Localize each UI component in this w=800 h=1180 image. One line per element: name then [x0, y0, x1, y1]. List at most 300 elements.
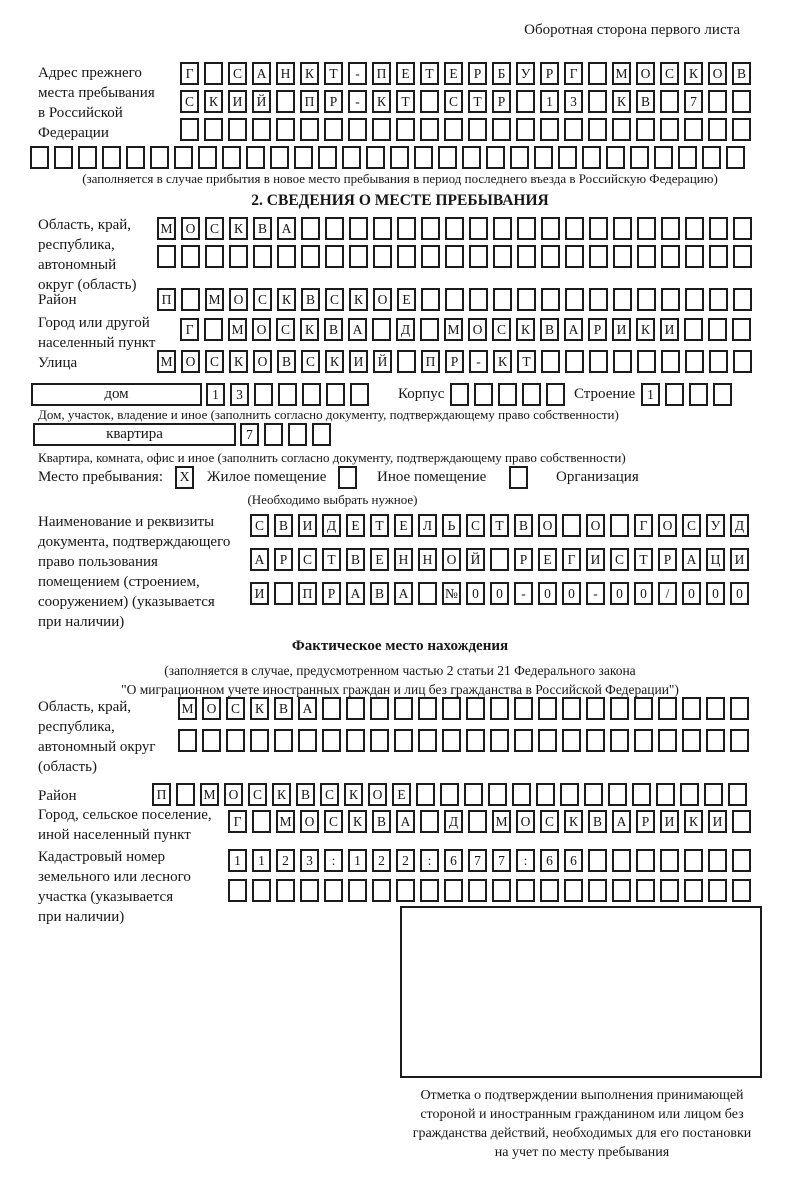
form-cell[interactable] — [276, 90, 295, 113]
form-cell[interactable]: С — [228, 62, 247, 85]
form-cell[interactable] — [610, 729, 629, 752]
form-cell[interactable] — [445, 245, 464, 268]
form-cell[interactable] — [418, 697, 437, 720]
form-cell[interactable]: С — [205, 217, 224, 240]
mesto-checkbox-organizaciya[interactable] — [509, 466, 528, 489]
form-cell[interactable]: Д — [730, 514, 749, 537]
form-cell[interactable]: К — [636, 318, 655, 341]
form-cell[interactable]: Л — [418, 514, 437, 537]
form-cell[interactable] — [732, 118, 751, 141]
form-cell[interactable]: В — [274, 514, 293, 537]
form-cell[interactable]: Е — [538, 548, 557, 571]
form-cell[interactable]: Ь — [442, 514, 461, 537]
form-cell[interactable]: Р — [540, 62, 559, 85]
form-cell[interactable] — [270, 146, 289, 169]
form-cell[interactable]: Е — [394, 514, 413, 537]
form-cell[interactable] — [708, 90, 727, 113]
form-cell[interactable]: И — [660, 318, 679, 341]
form-cell[interactable]: О — [658, 514, 677, 537]
form-cell[interactable] — [565, 217, 584, 240]
form-cell[interactable]: Е — [370, 548, 389, 571]
form-cell[interactable] — [589, 245, 608, 268]
form-cell[interactable] — [176, 783, 195, 806]
form-cell[interactable] — [349, 217, 368, 240]
form-cell[interactable]: 7 — [684, 90, 703, 113]
form-cell[interactable]: К — [344, 783, 363, 806]
form-cell[interactable]: Т — [420, 62, 439, 85]
form-cell[interactable] — [730, 729, 749, 752]
form-cell[interactable] — [372, 879, 391, 902]
form-cell[interactable]: Е — [397, 288, 416, 311]
form-cell[interactable] — [252, 879, 271, 902]
form-cell[interactable] — [538, 729, 557, 752]
form-cell[interactable]: Р — [324, 90, 343, 113]
form-cell[interactable] — [420, 810, 439, 833]
form-cell[interactable]: В — [274, 697, 293, 720]
form-cell[interactable] — [252, 118, 271, 141]
form-cell[interactable]: М — [157, 350, 176, 373]
form-cell[interactable] — [468, 810, 487, 833]
form-cell[interactable]: Р — [468, 62, 487, 85]
form-cell[interactable] — [658, 697, 677, 720]
form-cell[interactable]: Т — [322, 548, 341, 571]
form-cell[interactable]: С — [610, 548, 629, 571]
form-cell[interactable]: 6 — [444, 849, 463, 872]
mesto-checkbox-zhiloe[interactable]: X — [175, 466, 194, 489]
form-cell[interactable] — [584, 783, 603, 806]
form-cell[interactable] — [637, 245, 656, 268]
form-cell[interactable] — [558, 146, 577, 169]
form-cell[interactable] — [348, 118, 367, 141]
form-cell[interactable] — [440, 783, 459, 806]
form-cell[interactable] — [514, 729, 533, 752]
form-cell[interactable]: А — [250, 548, 269, 571]
form-cell[interactable]: П — [372, 62, 391, 85]
form-cell[interactable] — [708, 879, 727, 902]
form-cell[interactable] — [589, 288, 608, 311]
form-cell[interactable] — [492, 879, 511, 902]
form-cell[interactable]: О — [300, 810, 319, 833]
form-cell[interactable] — [348, 879, 367, 902]
form-cell[interactable] — [421, 217, 440, 240]
form-cell[interactable]: 1 — [348, 849, 367, 872]
form-cell[interactable] — [466, 697, 485, 720]
form-cell[interactable] — [102, 146, 121, 169]
form-cell[interactable] — [661, 350, 680, 373]
form-cell[interactable] — [665, 383, 684, 406]
form-cell[interactable] — [613, 288, 632, 311]
form-cell[interactable]: К — [277, 288, 296, 311]
form-cell[interactable] — [325, 217, 344, 240]
form-cell[interactable] — [450, 383, 469, 406]
form-cell[interactable] — [202, 729, 221, 752]
form-cell[interactable] — [468, 879, 487, 902]
form-cell[interactable] — [438, 146, 457, 169]
form-cell[interactable] — [708, 849, 727, 872]
form-cell[interactable]: В — [277, 350, 296, 373]
mesto-checkbox-inoe[interactable] — [338, 466, 357, 489]
form-cell[interactable] — [254, 383, 273, 406]
form-cell[interactable]: Т — [517, 350, 536, 373]
form-cell[interactable]: К — [229, 350, 248, 373]
form-cell[interactable] — [732, 810, 751, 833]
form-cell[interactable]: П — [157, 288, 176, 311]
form-cell[interactable] — [370, 729, 389, 752]
form-cell[interactable] — [660, 90, 679, 113]
form-cell[interactable] — [661, 288, 680, 311]
form-cell[interactable] — [326, 383, 345, 406]
form-cell[interactable]: В — [324, 318, 343, 341]
form-cell[interactable]: К — [372, 90, 391, 113]
form-cell[interactable] — [541, 245, 560, 268]
form-cell[interactable] — [349, 245, 368, 268]
form-cell[interactable]: Г — [562, 548, 581, 571]
form-cell[interactable]: : — [516, 849, 535, 872]
form-cell[interactable] — [541, 217, 560, 240]
form-cell[interactable]: Р — [636, 810, 655, 833]
form-cell[interactable]: - — [348, 62, 367, 85]
form-cell[interactable]: - — [586, 582, 605, 605]
form-cell[interactable] — [732, 318, 751, 341]
form-cell[interactable] — [486, 146, 505, 169]
form-cell[interactable]: Р — [322, 582, 341, 605]
form-cell[interactable]: Т — [370, 514, 389, 537]
form-cell[interactable]: Н — [276, 62, 295, 85]
form-cell[interactable]: С — [466, 514, 485, 537]
form-cell[interactable]: В — [588, 810, 607, 833]
form-cell[interactable] — [180, 118, 199, 141]
form-cell[interactable] — [229, 245, 248, 268]
form-cell[interactable]: И — [612, 318, 631, 341]
form-cell[interactable] — [498, 383, 517, 406]
form-cell[interactable] — [342, 146, 361, 169]
form-cell[interactable]: С — [253, 288, 272, 311]
form-cell[interactable] — [396, 118, 415, 141]
form-cell[interactable]: 0 — [610, 582, 629, 605]
form-cell[interactable] — [516, 90, 535, 113]
form-cell[interactable]: Т — [396, 90, 415, 113]
form-cell[interactable] — [709, 245, 728, 268]
form-cell[interactable] — [613, 350, 632, 373]
form-cell[interactable] — [396, 879, 415, 902]
form-cell[interactable] — [157, 245, 176, 268]
form-cell[interactable]: В — [636, 90, 655, 113]
form-cell[interactable] — [564, 879, 583, 902]
form-cell[interactable]: М — [200, 783, 219, 806]
form-cell[interactable]: К — [349, 288, 368, 311]
form-cell[interactable] — [278, 383, 297, 406]
form-cell[interactable] — [661, 245, 680, 268]
form-cell[interactable] — [516, 118, 535, 141]
form-cell[interactable] — [634, 697, 653, 720]
form-cell[interactable]: И — [228, 90, 247, 113]
form-cell[interactable] — [488, 783, 507, 806]
form-cell[interactable] — [246, 146, 265, 169]
form-cell[interactable]: С — [324, 810, 343, 833]
form-cell[interactable] — [414, 146, 433, 169]
form-cell[interactable] — [493, 245, 512, 268]
form-cell[interactable] — [397, 217, 416, 240]
form-cell[interactable]: П — [152, 783, 171, 806]
form-cell[interactable] — [732, 90, 751, 113]
form-cell[interactable]: В — [372, 810, 391, 833]
form-cell[interactable] — [492, 118, 511, 141]
form-cell[interactable]: 1 — [206, 383, 225, 406]
form-cell[interactable]: М — [205, 288, 224, 311]
form-cell[interactable] — [608, 783, 627, 806]
form-cell[interactable]: 6 — [564, 849, 583, 872]
form-cell[interactable] — [660, 849, 679, 872]
form-cell[interactable] — [394, 697, 413, 720]
form-cell[interactable] — [680, 783, 699, 806]
form-cell[interactable] — [684, 879, 703, 902]
form-cell[interactable] — [198, 146, 217, 169]
form-cell[interactable]: С — [325, 288, 344, 311]
form-cell[interactable] — [565, 350, 584, 373]
form-cell[interactable] — [588, 118, 607, 141]
form-cell[interactable]: К — [229, 217, 248, 240]
form-cell[interactable]: 3 — [230, 383, 249, 406]
form-cell[interactable]: Р — [588, 318, 607, 341]
form-cell[interactable]: М — [157, 217, 176, 240]
form-cell[interactable]: В — [732, 62, 751, 85]
form-cell[interactable]: И — [730, 548, 749, 571]
form-cell[interactable]: : — [420, 849, 439, 872]
form-cell[interactable] — [274, 582, 293, 605]
form-cell[interactable]: Р — [445, 350, 464, 373]
form-cell[interactable] — [445, 288, 464, 311]
form-cell[interactable] — [588, 849, 607, 872]
form-cell[interactable] — [181, 288, 200, 311]
form-cell[interactable]: Е — [444, 62, 463, 85]
form-cell[interactable]: - — [348, 90, 367, 113]
form-cell[interactable]: Й — [373, 350, 392, 373]
form-cell[interactable] — [654, 146, 673, 169]
form-cell[interactable] — [658, 729, 677, 752]
form-cell[interactable] — [541, 288, 560, 311]
form-cell[interactable]: 0 — [634, 582, 653, 605]
form-cell[interactable] — [373, 245, 392, 268]
form-cell[interactable]: С — [250, 514, 269, 537]
form-cell[interactable]: Е — [346, 514, 365, 537]
form-cell[interactable] — [613, 245, 632, 268]
form-cell[interactable] — [589, 217, 608, 240]
form-cell[interactable]: О — [181, 217, 200, 240]
form-cell[interactable] — [420, 879, 439, 902]
form-cell[interactable]: 3 — [300, 849, 319, 872]
form-cell[interactable]: К — [564, 810, 583, 833]
form-cell[interactable] — [373, 217, 392, 240]
form-cell[interactable] — [490, 697, 509, 720]
form-cell[interactable] — [516, 879, 535, 902]
form-cell[interactable] — [294, 146, 313, 169]
form-cell[interactable] — [709, 288, 728, 311]
form-cell[interactable]: И — [660, 810, 679, 833]
form-cell[interactable]: С — [444, 90, 463, 113]
form-cell[interactable] — [656, 783, 675, 806]
form-cell[interactable] — [730, 697, 749, 720]
form-cell[interactable] — [684, 118, 703, 141]
form-cell[interactable] — [588, 879, 607, 902]
form-cell[interactable]: 1 — [641, 383, 660, 406]
form-cell[interactable] — [637, 288, 656, 311]
form-cell[interactable]: Г — [564, 62, 583, 85]
form-cell[interactable] — [540, 118, 559, 141]
form-cell[interactable] — [276, 879, 295, 902]
form-cell[interactable]: В — [540, 318, 559, 341]
form-cell[interactable] — [560, 783, 579, 806]
form-cell[interactable] — [493, 217, 512, 240]
form-cell[interactable]: 0 — [682, 582, 701, 605]
form-cell[interactable] — [325, 245, 344, 268]
form-cell[interactable]: К — [684, 810, 703, 833]
form-cell[interactable]: - — [469, 350, 488, 373]
form-cell[interactable]: К — [204, 90, 223, 113]
form-cell[interactable]: А — [612, 810, 631, 833]
form-cell[interactable] — [732, 879, 751, 902]
form-cell[interactable]: 0 — [490, 582, 509, 605]
form-cell[interactable] — [589, 350, 608, 373]
form-cell[interactable] — [474, 383, 493, 406]
form-cell[interactable] — [706, 697, 725, 720]
form-cell[interactable]: М — [276, 810, 295, 833]
form-cell[interactable]: С — [248, 783, 267, 806]
form-cell[interactable]: О — [224, 783, 243, 806]
form-cell[interactable] — [517, 288, 536, 311]
form-cell[interactable] — [370, 697, 389, 720]
form-cell[interactable] — [541, 350, 560, 373]
form-cell[interactable] — [288, 423, 307, 446]
form-cell[interactable] — [421, 245, 440, 268]
form-cell[interactable]: 1 — [540, 90, 559, 113]
dom-box[interactable]: дом — [31, 383, 202, 406]
form-cell[interactable]: 7 — [492, 849, 511, 872]
form-cell[interactable] — [397, 245, 416, 268]
kvartira-box[interactable]: квартира — [33, 423, 236, 446]
form-cell[interactable]: О — [368, 783, 387, 806]
form-cell[interactable] — [636, 879, 655, 902]
form-cell[interactable] — [301, 217, 320, 240]
form-cell[interactable]: А — [298, 697, 317, 720]
form-cell[interactable] — [204, 62, 223, 85]
form-cell[interactable] — [78, 146, 97, 169]
form-cell[interactable] — [704, 783, 723, 806]
form-cell[interactable] — [222, 146, 241, 169]
form-cell[interactable]: В — [253, 217, 272, 240]
form-cell[interactable]: М — [228, 318, 247, 341]
form-cell[interactable]: Г — [634, 514, 653, 537]
form-cell[interactable]: О — [708, 62, 727, 85]
form-cell[interactable]: М — [444, 318, 463, 341]
form-cell[interactable] — [490, 548, 509, 571]
form-cell[interactable]: М — [612, 62, 631, 85]
form-cell[interactable] — [546, 383, 565, 406]
form-cell[interactable] — [298, 729, 317, 752]
form-cell[interactable]: 0 — [730, 582, 749, 605]
form-cell[interactable]: О — [253, 350, 272, 373]
form-cell[interactable] — [685, 245, 704, 268]
form-cell[interactable]: К — [325, 350, 344, 373]
form-cell[interactable]: И — [708, 810, 727, 833]
form-cell[interactable]: / — [658, 582, 677, 605]
form-cell[interactable]: К — [300, 318, 319, 341]
form-cell[interactable] — [54, 146, 73, 169]
form-cell[interactable]: Б — [492, 62, 511, 85]
form-cell[interactable] — [733, 245, 752, 268]
form-cell[interactable]: И — [586, 548, 605, 571]
form-cell[interactable] — [610, 697, 629, 720]
form-cell[interactable] — [397, 350, 416, 373]
form-cell[interactable] — [613, 217, 632, 240]
form-cell[interactable]: П — [300, 90, 319, 113]
form-cell[interactable] — [510, 146, 529, 169]
form-cell[interactable] — [372, 318, 391, 341]
form-cell[interactable] — [204, 318, 223, 341]
form-cell[interactable]: С — [320, 783, 339, 806]
form-cell[interactable] — [228, 118, 247, 141]
form-cell[interactable] — [301, 245, 320, 268]
form-cell[interactable] — [126, 146, 145, 169]
form-cell[interactable] — [660, 879, 679, 902]
form-cell[interactable]: А — [277, 217, 296, 240]
form-cell[interactable]: С — [682, 514, 701, 537]
form-cell[interactable] — [517, 217, 536, 240]
form-cell[interactable] — [324, 879, 343, 902]
form-cell[interactable] — [274, 729, 293, 752]
form-cell[interactable]: С — [492, 318, 511, 341]
form-cell[interactable]: К — [348, 810, 367, 833]
form-cell[interactable] — [418, 729, 437, 752]
form-cell[interactable] — [536, 783, 555, 806]
form-cell[interactable]: К — [516, 318, 535, 341]
form-cell[interactable] — [588, 90, 607, 113]
form-cell[interactable]: О — [252, 318, 271, 341]
form-cell[interactable] — [702, 146, 721, 169]
form-cell[interactable] — [689, 383, 708, 406]
form-cell[interactable] — [277, 245, 296, 268]
form-cell[interactable] — [302, 383, 321, 406]
form-cell[interactable] — [713, 383, 732, 406]
form-cell[interactable]: М — [178, 697, 197, 720]
form-cell[interactable]: М — [492, 810, 511, 833]
form-cell[interactable]: В — [514, 514, 533, 537]
form-cell[interactable] — [490, 729, 509, 752]
form-cell[interactable] — [150, 146, 169, 169]
form-cell[interactable]: Г — [180, 62, 199, 85]
form-cell[interactable]: 1 — [228, 849, 247, 872]
form-cell[interactable]: 0 — [466, 582, 485, 605]
form-cell[interactable] — [469, 217, 488, 240]
form-cell[interactable] — [728, 783, 747, 806]
form-cell[interactable]: Д — [444, 810, 463, 833]
form-cell[interactable] — [612, 849, 631, 872]
form-cell[interactable] — [514, 697, 533, 720]
form-cell[interactable] — [588, 62, 607, 85]
form-cell[interactable]: А — [252, 62, 271, 85]
form-cell[interactable] — [253, 245, 272, 268]
form-cell[interactable] — [493, 288, 512, 311]
form-cell[interactable]: У — [516, 62, 535, 85]
form-cell[interactable]: С — [205, 350, 224, 373]
form-cell[interactable]: К — [612, 90, 631, 113]
form-cell[interactable] — [420, 90, 439, 113]
form-cell[interactable]: О — [181, 350, 200, 373]
form-cell[interactable] — [726, 146, 745, 169]
form-cell[interactable] — [562, 514, 581, 537]
form-cell[interactable] — [637, 350, 656, 373]
form-cell[interactable] — [445, 217, 464, 240]
form-cell[interactable]: О — [442, 548, 461, 571]
